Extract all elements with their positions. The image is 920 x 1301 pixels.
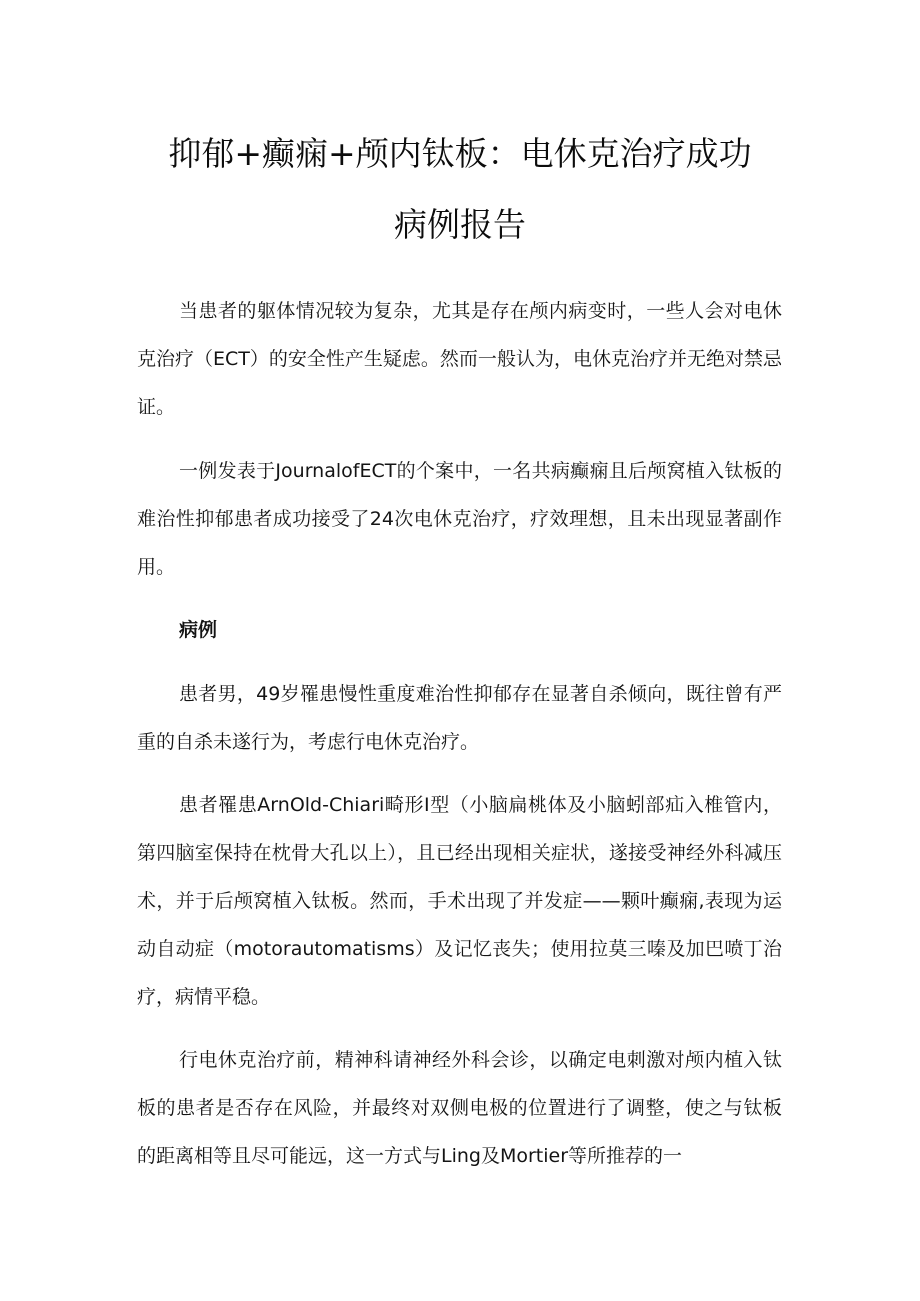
document-title-line-2: 病例报告 [394,205,526,244]
document-title-line-1: 抑郁+癫痫+颅内钛板：电休克治疗成功 [168,134,752,173]
intro-paragraph-2: 一例发表于JournalofECT的个案中，一名共病癫痫且后颅窝植入钛板的难治性抑郁患者成功接受了24次电休克治疗，疗效理想，且未出现显著副作用。 [137,460,782,578]
case-paragraph-2: 患者罹患ArnOld-Chiari畸形I型（小脑扁桃体及小脑蚓部疝入椎管内，第四脑室保持在枕骨大孔以上），且已经出现相关症状，遂接受神经外科减压术，并于后颅窝植入钛板。然而，手术出现了并发症——颗叶癫痫,表现为运动自动症（motorautomatisms）及记忆丧失；使用拉莫三嗪及加巴喷丁治疗，病情平稳。 [137,794,782,1008]
section-heading-case: 病例 [179,619,218,641]
case-paragraph-1: 患者男，49岁罹患慢性重度难治性抑郁存在显著自杀倾向，既往曾有严重的自杀未遂行为，考虑行电休克治疗。 [137,683,782,753]
case-paragraph-3: 行电休克治疗前，精神科请神经外科会诊，以确定电刺激对颅内植入钛板的患者是否存在风险，并最终对双侧电极的位置进行了调整，使之与钛板的距离相等且尽可能远，这一方式与Ling及Mortier等所推荐的一 [137,1049,782,1167]
intro-paragraph-1: 当患者的躯体情况较为复杂，尤其是存在颅内病变时，一些人会对电休克治疗（ECT）的安全性产生疑虑。然而一般认为，电休克治疗并无绝对禁忌证。 [137,300,782,418]
